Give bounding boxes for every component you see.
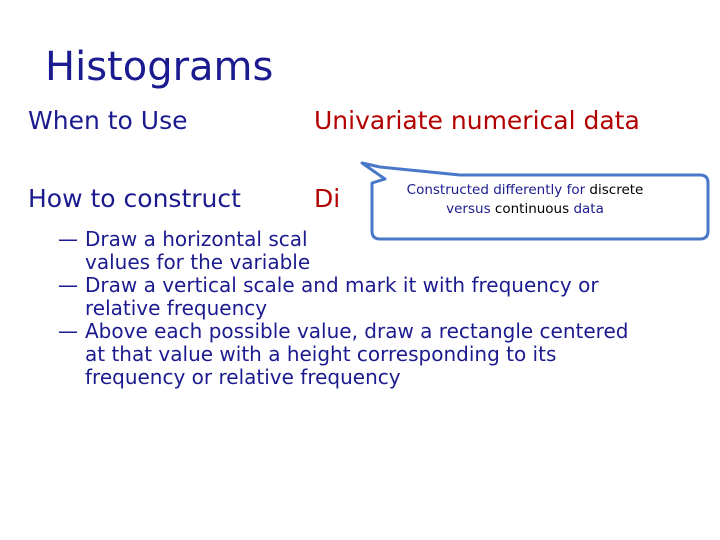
slide-title: Histograms <box>45 44 274 90</box>
when-to-use-label: When to Use <box>28 106 188 135</box>
discrete-word: discrete <box>589 182 644 198</box>
callout-line-2 <box>362 200 688 219</box>
step-text: at that value with a height corresponding to its <box>85 342 557 366</box>
callout-text-part: versus <box>446 201 495 217</box>
step-text: relative frequency <box>85 296 268 320</box>
continuous-word: continuous <box>494 201 570 217</box>
step-text: frequency or relative frequency <box>85 365 401 389</box>
step-text: Draw a vertical scale and mark it with frequency or <box>85 273 599 297</box>
dash-marker: — <box>58 227 78 251</box>
step-line <box>58 274 718 297</box>
step-line <box>58 297 718 320</box>
how-to-construct-label: How to construct <box>28 184 241 213</box>
construction-steps <box>58 228 718 389</box>
step-text: Draw a horizontal scal <box>85 227 308 251</box>
when-to-use-value: Univariate numerical data <box>314 106 640 135</box>
dash-marker: — <box>58 319 78 343</box>
step-text: values for the variable <box>85 250 311 274</box>
how-to-construct-value: Di <box>314 184 341 213</box>
step-text: Above each possible value, draw a rectangle centered <box>85 319 629 343</box>
step-line <box>58 366 718 389</box>
dash-marker: — <box>58 273 78 297</box>
step-line <box>58 343 718 366</box>
step-line <box>58 320 718 343</box>
callout-text <box>362 181 688 219</box>
callout-text-part: Constructed differently for <box>406 182 590 198</box>
step-line <box>58 251 718 274</box>
callout-line-1 <box>362 181 688 200</box>
callout-text-part: data <box>569 201 604 217</box>
